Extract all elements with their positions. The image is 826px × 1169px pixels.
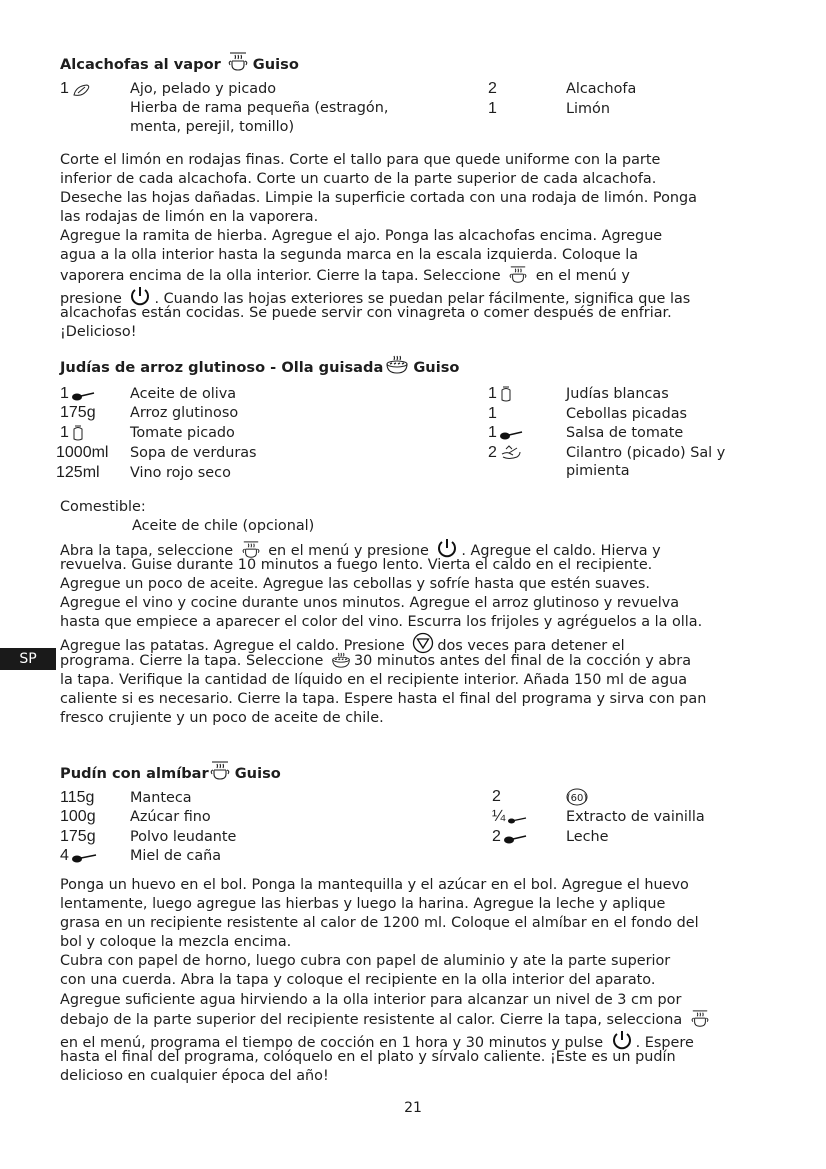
ingredient-name: menta, perejil, tomillo)	[130, 119, 295, 135]
recipe-title-text: Pudín con almíbar	[60, 764, 209, 782]
ingredient-name: Miel de caña	[130, 848, 222, 864]
ingredient-qty: 100g	[60, 808, 96, 825]
ingredient-qty: 4	[60, 847, 69, 864]
ingredient-name: Tomate picado	[130, 425, 235, 441]
ingredient-name: Aceite de oliva	[130, 386, 237, 402]
ingredient-name: Arroz glutinoso	[130, 405, 239, 421]
can-icon	[72, 425, 84, 446]
ingredient-name: Azúcar fino	[130, 809, 211, 825]
recipe-instructions: Corte el limón en rodajas finas. Corte el tallo para que quede uniforme con la parte inferior de cada alcachofa. Corte un cuarto de la parte superior de cada alcachofa. Deseche las hojas dañadas. Limpie la superficie cortada con una rodaja de limón. Ponga las rodajas de limón en la vaporera. Agregue la ramita de hierba. Agregue el ajo. Ponga las alcachofas encima. Agregue agua a la olla interior hasta la segunda marca en la escala izquierda. Coloque la vaporera encima de la olla interior. Cierre la tapa. Seleccione en el menú y presione . Cuando las hojas exteriores se puedan pelar fácilmente, significa que las alcachofas están cocidas. Se puede servir con vinagreta o comer después de enfriar. ¡Delicioso!	[60, 152, 697, 340]
ingredient-qty: ¼	[492, 808, 506, 825]
ingredient-qty: 1	[60, 80, 69, 97]
svg-text:(60): (60)	[566, 793, 588, 804]
recipe-mode: Guiso	[413, 358, 460, 376]
stew-pot-icon	[227, 52, 249, 76]
ingredient-name: Leche	[566, 829, 609, 845]
ingredient-name: Judías blancas	[566, 386, 669, 402]
language-tab: SP	[0, 648, 56, 670]
ingredient-name: Vino rojo seco	[130, 465, 231, 481]
recipe-pudin	[60, 762, 770, 784]
ingredient-qty: 1000ml	[56, 444, 109, 461]
recipe-instructions: Ponga un huevo en el bol. Ponga la mantequilla y el azúcar en el bol. Agregue el huevo lentamente, luego agregue las hierbas y luego la harina. Agregue la leche y aplique grasa en un recipiente resistente al calor de 1200 ml. Coloque el almíbar en el fondo del bol y coloque la mezcla encima. Cubra con papel de horno, luego cubra con papel de aluminio y ate la parte superior con una cuerda. Abra la tapa y coloque el recipiente en la olla interior del aparato. Agregue suficiente agua hirviendo a la olla interior para alcanzar un nivel de 3 cm por debajo de la parte superior del recipiente resistente al calor. Cierre la tapa, selecciona en el menú, programa el tiempo de cocción en 1 hora y 30 minutos y pulse . Espere hasta el final del programa, colóquelo en el plato y sírvalo caliente. ¡Este es un pudín delicioso en cualquier época del año!	[60, 876, 772, 1086]
stew-pot-icon	[209, 761, 231, 785]
ingredient-name: pimienta	[566, 463, 630, 479]
ingredient-qty: 2	[492, 788, 501, 805]
page-number: 21	[404, 1100, 422, 1116]
recipe-judias	[60, 356, 770, 378]
recipe-title	[60, 53, 770, 75]
ingredient-qty: 2	[492, 828, 501, 845]
ingredient-qty: 115g	[60, 789, 95, 806]
ingredient-qty: 1	[488, 405, 497, 422]
recipe-title	[60, 762, 770, 784]
ingredient-name: Limón	[566, 101, 610, 117]
ingredient-qty: 175g	[60, 828, 96, 845]
ingredient-qty: 2	[488, 80, 497, 97]
rice-bowl-icon	[385, 355, 409, 379]
ingredient-name: Ajo, pelado y picado	[130, 81, 277, 97]
recipe-mode: Guiso	[252, 55, 299, 73]
ingredient-name: Cilantro (picado) Sal y	[566, 445, 726, 461]
recipe-alcachofas	[60, 53, 770, 75]
ingredient-name: Cebollas picadas	[566, 406, 688, 422]
recipe-instructions: Abra la tapa, seleccione en el menú y presione . Agregue el caldo. Hierva y revuelva. Guise durante 10 minutos a fuego lento. Vierta el caldo en el recipiente. Agregue un poco de aceite. Agregue las cebollas y sofríe hasta que estén suaves. Agregue el vino y cocine durante unos minutos. Agregue el arroz glutinoso y revuelva hasta que empiece a aparecer el color del vino. Escurra los frijoles y agréguelos a la olla. Agregue las patatas. Agregue el caldo. Presione dos veces para detener el programa. Cierre la tapa. Seleccione 30 minutos antes del final de la cocción y abra la tapa. Verifique la cantidad de líquido en el recipiente interior. Añada 150 ml de agua caliente si es necesario. Cierre la tapa. Espere hasta el final del programa y sirva con pan fresco crujiente y un poco de aceite de chile.	[60, 537, 772, 728]
ingredient-name: Sopa de verduras	[130, 445, 257, 461]
ingredient-name: Polvo leudante	[130, 829, 237, 845]
handful-icon	[500, 445, 522, 466]
recipe-title-text: Judías de arroz glutinoso - Olla guisada	[60, 358, 384, 376]
ingredient-qty: 1	[488, 385, 497, 402]
recipe-title	[60, 356, 770, 378]
ingredient-qty: 1	[60, 424, 69, 441]
garlic-icon	[72, 83, 92, 102]
ingredient-qty: 1	[488, 100, 497, 117]
ingredient-qty: 125ml	[56, 464, 100, 481]
ingredient-qty: 2	[488, 444, 497, 461]
ingredient-name: Salsa de tomate	[566, 425, 684, 441]
ingredient-name: Extracto de vainilla	[566, 809, 705, 825]
ingredient-qty: 1	[60, 385, 69, 402]
ingredient-qty: 175g	[60, 404, 96, 421]
spoon-icon	[72, 851, 96, 869]
recipe-mode: Guiso	[234, 764, 281, 782]
egg-size-60-icon	[566, 788, 588, 806]
recipe-title-text: Alcachofas al vapor	[60, 55, 221, 73]
ingredient-name: Alcachofa	[566, 81, 637, 97]
ingredient-qty: 1	[488, 424, 497, 441]
ingredient-name: Hierba de rama pequeña (estragón,	[130, 100, 389, 116]
ingredient-name: Manteca	[130, 790, 192, 806]
spoon-icon	[504, 832, 526, 850]
can-icon	[500, 386, 512, 407]
